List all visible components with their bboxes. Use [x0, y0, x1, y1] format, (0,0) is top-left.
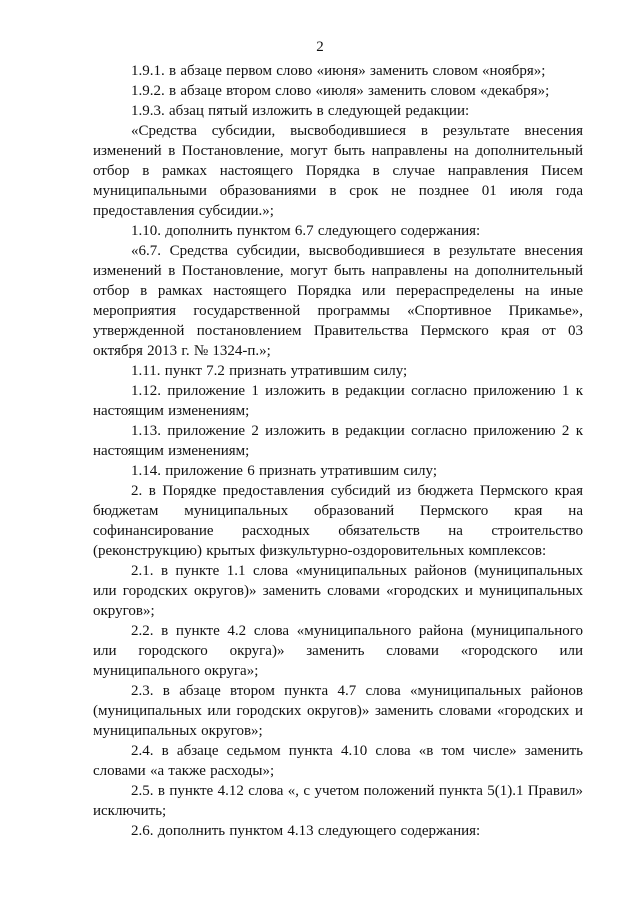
paragraph-2-3: 2.3. в абзаце втором пункта 4.7 слова «муниципальных районов (муниципальных или городских округов)» заменить словами «городских и муниципальных округов»;	[93, 683, 583, 739]
paragraph-2-6: 2.6. дополнить пунктом 4.13 следующего содержания:	[131, 823, 481, 839]
paragraph-1-13: 1.13. приложение 2 изложить в редакции согласно приложению 2 к настоящим изменениям;	[93, 423, 583, 459]
paragraph-2: 2. в Порядке предоставления субсидий из бюджета Пермского края бюджетам муниципальных образований Пермского края на софинансирование расходных обязательств на строительство (реконструкцию) крытых физкультурно-оздоровительных комплексов:	[93, 483, 583, 559]
document-body	[93, 61, 583, 841]
paragraph-1-12: 1.12. приложение 1 изложить в редакции согласно приложению 1 к настоящим изменениям;	[93, 383, 583, 419]
quoted-paragraph-6-7: «6.7. Средства субсидии, высвободившиеся в результате внесения изменений в Постановление, могут быть направлены на дополнительный отбор в рамках настоящего Порядка или перераспределены на иные мероприятия государственной программы «Спортивное Прикамье», утвержденной постановлением Правительства Пермского края от 03 октября 2013 г. № 1324-п.»;	[93, 243, 583, 359]
paragraph-1-10: 1.10. дополнить пунктом 6.7 следующего содержания:	[131, 223, 481, 239]
quoted-paragraph-subsidy: «Средства субсидии, высвободившиеся в результате внесения изменений в Постановление, могут быть направлены на дополнительный отбор в рамках настоящего Порядка в случае направления Писем муниципальными образованиями в срок не позднее 01 июля года предоставления субсидии.»;	[93, 123, 583, 219]
paragraph-1-14: 1.14. приложение 6 признать утратившим силу;	[131, 463, 438, 479]
paragraph-1-9-3: 1.9.3. абзац пятый изложить в следующей редакции:	[131, 103, 470, 119]
page-number: 2	[316, 39, 324, 55]
paragraph-2-1: 2.1. в пункте 1.1 слова «муниципальных районов (муниципальных или городских округов)» заменить словами «городских и муниципальных округов»;	[93, 563, 583, 619]
paragraph-2-5: 2.5. в пункте 4.12 слова «, с учетом положений пункта 5(1).1 Правил» исключить;	[93, 783, 583, 819]
paragraph-1-9-1: 1.9.1. в абзаце первом слово «июня» заменить словом «ноября»;	[131, 63, 546, 79]
paragraph-2-2: 2.2. в пункте 4.2 слова «муниципального района (муниципального или городского округа)» заменить словами «городского или муниципального округа»;	[93, 623, 583, 679]
paragraph-1-11: 1.11. пункт 7.2 признать утратившим силу;	[131, 363, 408, 379]
paragraph-1-9-2: 1.9.2. в абзаце втором слово «июля» заменить словом «декабря»;	[131, 83, 550, 99]
paragraph-2-4: 2.4. в абзаце седьмом пункта 4.10 слова «в том числе» заменить словами «а также расходы»;	[93, 743, 583, 779]
